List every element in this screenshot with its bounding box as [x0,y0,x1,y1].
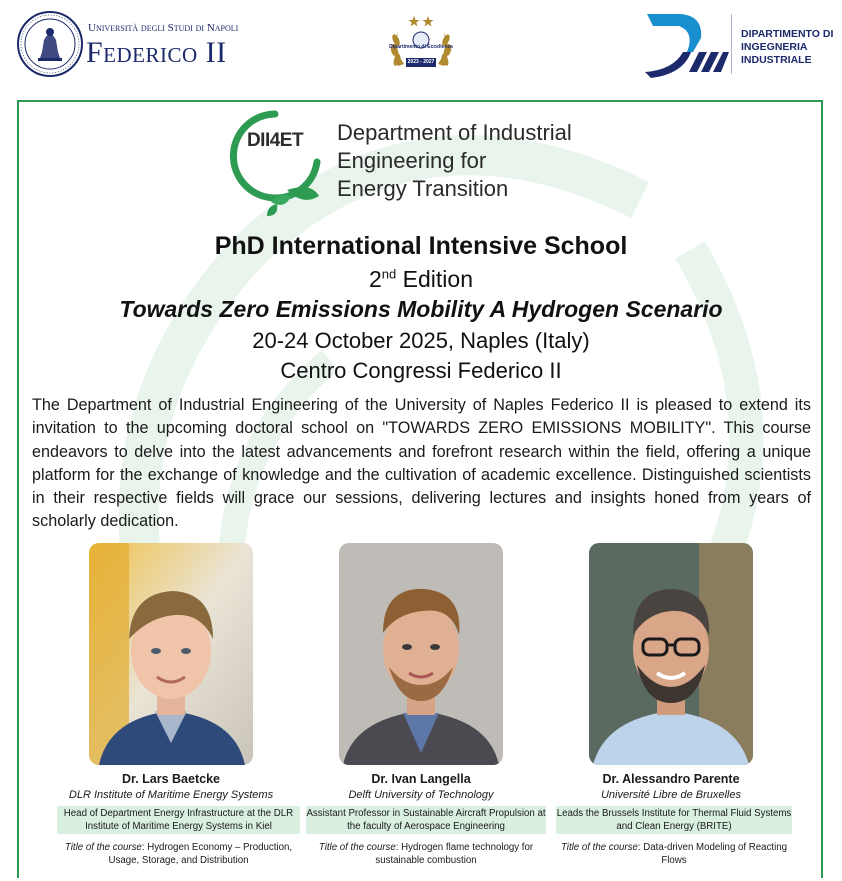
speaker-name: Dr. Ivan Langella [371,772,471,786]
speaker-photo-langella [339,543,503,765]
dii4et-department-name: Department of Industrial Engineering for Energy Transition [337,120,572,201]
dii4et-logo [227,110,323,220]
speaker-role: Leads the Brussels Institute for Thermal Fluid Systems and Clean Energy (BRITE) [556,808,792,832]
event-date-place: 20-24 October 2025, Naples (Italy) [252,328,590,353]
department-name: DIPARTIMENTO DI INGEGNERIA INDUSTRIALE [741,28,834,66]
dii4et-logo-icon [227,110,323,220]
event-venue: Centro Congressi Federico II [280,358,562,383]
dii4et-logo-text: DII4ET [246,130,304,151]
speaker-role: Head of Department Energy Infrastructure at the DLR Institute of Maritime Energy Systems in Kiel [57,806,300,834]
speaker-course: Title of the course: Data-driven Modeling of Reacting Flows [560,842,788,866]
speaker-course: Title of the course: Hydrogen Economy – Production, Usage, Storage, and Distribution [64,842,293,866]
edition-heading: 2nd Edition [369,266,473,292]
university-name-line2: Federico II [86,36,227,69]
speaker-photo-parente [589,543,753,765]
speaker-name: Dr. Alessandro Parente [602,772,740,786]
speaker-photo-baetcke [89,543,253,765]
event-title: Towards Zero Emissions Mobility A Hydrogen Scenario [119,296,723,322]
speaker-institution: DLR Institute of Maritime Energy Systems [68,789,274,801]
speaker-name: Dr. Lars Baetcke [122,772,220,786]
speaker-role: Assistant Professor in Sustainable Aircraft Propulsion at the faculty of Aerospace Engineering [306,808,546,832]
university-name-line1: Università degli Studi di Napoli [88,22,239,34]
excellence-badge-label: Dipartimento di Eccellenza [389,44,453,50]
intro-paragraph: The Department of Industrial Engineering of the University of Naples Federico II is pleased to extend its invitation to the upcoming doctoral school on "TOWARDS ZERO EMISSIONS MOBILITY". This course endeavors to delve into the latest advancements and forefront research within the field, offering a unique platform for the exchange of knowledge and the cultivation of academic excellence. Distinguished scientists in their respective fields will grace our sessions, delivering lectures and insights honed from years of scholarly dedication. [32,396,811,531]
speaker-course: Title of the course: Hydrogen flame technology for sustainable combustion [318,842,534,866]
speaker-institution: Delft University of Technology [348,789,494,801]
school-heading: PhD International Intensive School [214,232,628,260]
excellence-years: 2023 - 2027 [407,59,435,65]
speaker-institution: Université Libre de Bruxelles [600,789,741,801]
